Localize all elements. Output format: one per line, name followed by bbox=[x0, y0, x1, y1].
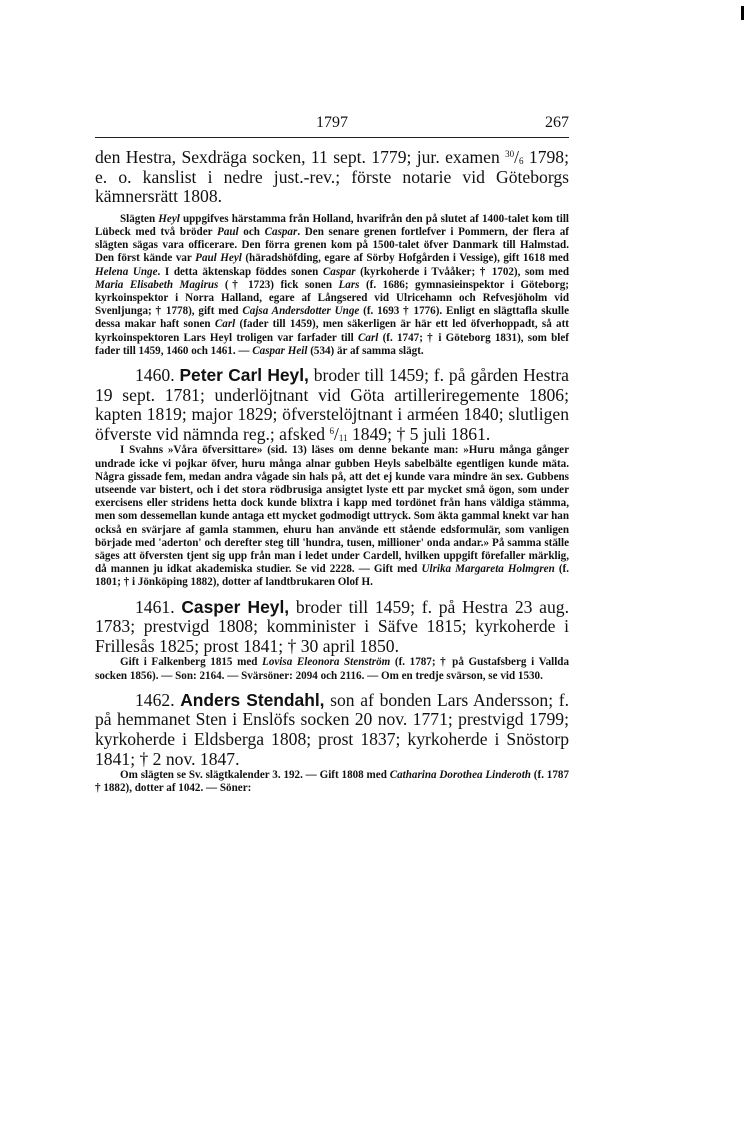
entry-name: Anders Stendahl, bbox=[180, 689, 325, 710]
entry-1461: 1461. Casper Heyl, broder till 1459; f. på Hestra 23 aug. 1783; prestvigd 1808; komminister i Säfve 1815; kyrkoherde i Frillesås 1825; prost 1841; † 30 april 1850. bbox=[95, 596, 569, 656]
note-heyl-family: Slägten Heyl uppgifves härstamma från Holland, hvarifrån den på slutet af 1400-talet kom till Lübeck med två bröder Paul och Caspar. Den senare grenen fortlefver i Pommern, der flera af slägten sägas vara officerare. Den förra grenen kom på 1500-talet öfver Danmark till Halmstad. Den först kände var Paul Heyl (häradshöfding, egare af Sörby Hofgården i Vessige), gift 1618 med Helena Unge. I detta äktenskap föddes sonen Caspar (kyrkoherde i Tvååker; † 1702), som med Maria Elisabeth Magirus († 1723) fick sonen Lars (f. 1686; gymnasieinspektor i Göteborg; kyrkoinspektor i Norra Halland, egare af Långsered vid Ulricehamn och Refvesjöholm vid Svenljunga; † 1778), gift med Cajsa Andersdotter Unge (f. 1693 † 1776). Enligt en slägttafla skulle dessa makar haft sonen Carl (fader till 1459), men säkerligen är här ett led öfverhoppadt, så att kyrkoinspektoren Lars Heyl troligen var farfader till Carl (f. 1747; † i Göteborg 1831), som blef fader till 1459, 1460 och 1461. — Caspar Heil (534) är af samma slägt. bbox=[95, 212, 570, 357]
entry-number: 1462. bbox=[135, 689, 175, 710]
entry-number: 1461. bbox=[135, 596, 175, 617]
header-year: 1797 bbox=[316, 114, 348, 131]
note-1461: Gift i Falkenberg 1815 med Lovisa Eleonora Stenström (f. 1787; † på Gustafsberg i Vallda socken 1856). — Son: 2164. — Svärsöner: 2094 och 2116. — Om en tredje svärson, se vid 1530. bbox=[95, 656, 569, 682]
entry-name: Peter Carl Heyl, bbox=[179, 365, 309, 386]
book-page bbox=[95, 112, 569, 796]
entry-name: Casper Heyl, bbox=[181, 596, 290, 617]
entry-1462: 1462. Anders Stendahl, son af bonden Lars Andersson; f. på hemmanet Sten i Enslöfs socken 20 nov. 1771; prestvigd 1799; kyrkoherde i Eldsberga 1808; prost 1837; kyrkoherde i Snöstorp 1841; † 2 nov. 1847. bbox=[95, 689, 569, 769]
entry-continuation: den Hestra, Sexdräga socken, 11 sept. 1779; jur. examen $^{30}/_6$ 1798; e. o. kanslist i nedre just.-rev.; förste notarie vid Göteborgs kämnersrätt 1808. bbox=[95, 147, 569, 207]
entry-number: 1460. bbox=[135, 365, 175, 386]
note-1462: Om slägten se Sv. slägtkalender 3. 192. — Gift 1808 med Catharina Dorothea Linderoth (f. 1787 † 1882), dotter af 1042. — Söner: bbox=[95, 769, 569, 795]
running-header bbox=[95, 112, 569, 134]
note-1460: I Svahns »Våra öfversittare» (sid. 13) läses om denne bekante man: »Huru många gånger undrade icke vi pojkar öfver, huru många alnar gubben Heyls sabelbälte egentligen kunde mäta. Några gissade fem, medan andra vågade sin hals på, att det ej kunde vara mindre än sex. Gubbens utseende var bistert, och i det stora rödbrusiga ansigtet lyste ett par mycket små ögon, som under exercisens eller stridens hetta dock kunde blixtra i kapp med tordönet från hans väldiga stämma, men som dessemellan kunde antaga ett mycket godmodigt uttryck. Som äkta gammal knekt var han också en svärjare af gamla stammen, ehuru han använde ett stående edsformulär, som vanligen började med 'aderton' och derefter steg till 'hundra, tusen, millioner' onda andar.» På samma ställe säges att öfversten tjent sig upp från man i ledet under Cardell, hvilken uppgift förefaller märklig, då mannen ju idkat akademiska studier. Se vid 2228. — Gift med Ulrika Margareta Holmgren (f. 1801; † i Jönköping 1882), dotter af landtbrukaren Olof H. bbox=[95, 444, 570, 589]
entry-1460: 1460. Peter Carl Heyl, broder till 1459; f. på gården Hestra 19 sept. 1781; underlöjtnant vid Göta artilleriregemente 1806; kapten 1819; major 1829; öfverstelöjtnant i arméen 1840; slutligen öfverste vid nämnda reg.; afsked $^6/_{11}$ 1849; † 5 juli 1861. bbox=[95, 365, 569, 444]
header-rule bbox=[95, 137, 569, 138]
page-number: 267 bbox=[545, 114, 569, 131]
